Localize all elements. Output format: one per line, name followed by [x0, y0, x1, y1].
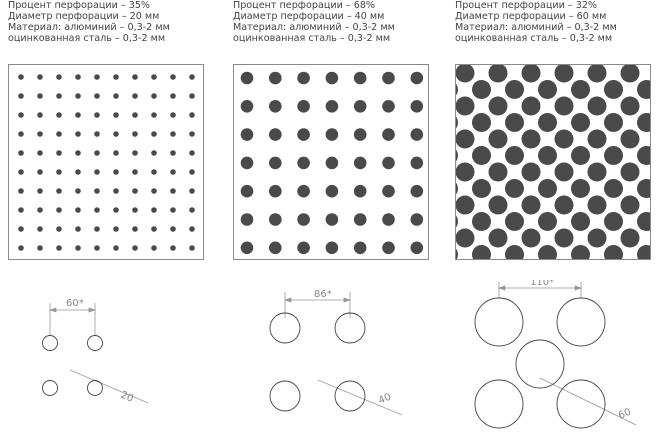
hole-pattern-3: [456, 65, 651, 260]
perforation-hole: [555, 229, 574, 248]
perforation-hole: [489, 229, 508, 248]
diameter-label-1: 20: [118, 389, 135, 405]
spec-material-steel: оцинкованная сталь – 0,3-2 мм: [233, 33, 391, 44]
perforation-hole: [621, 97, 640, 116]
perforation-hole: [456, 130, 475, 149]
perforation-hole: [411, 242, 424, 255]
spec-perforation-diameter: Диаметр перфорации – 20 мм: [8, 11, 160, 22]
perforation-hole: [522, 97, 541, 116]
spec-block-1: [8, 0, 170, 44]
perforation-hole: [18, 112, 24, 118]
perforation-hole: [555, 65, 574, 83]
perforation-hole: [56, 226, 62, 232]
perforation-hole: [505, 80, 524, 99]
perforation-hole: [56, 74, 62, 80]
perforation-hole: [151, 112, 157, 118]
hole-pattern-1: [9, 65, 204, 260]
perforation-hole: [132, 74, 138, 80]
perforation-hole: [382, 242, 395, 255]
perforation-hole: [75, 188, 81, 194]
perforation-hole: [241, 157, 254, 170]
perforation-hole: [472, 245, 491, 260]
perforation-hole: [132, 93, 138, 99]
perforated-panel-2: [233, 64, 429, 260]
perforation-hole: [538, 179, 557, 198]
perforation-hole: [555, 97, 574, 116]
perforation-hole: [56, 93, 62, 99]
perforation-hole: [18, 93, 24, 99]
perforation-hole: [637, 80, 651, 99]
perforation-hole: [637, 113, 651, 132]
spec-material-steel: оцинкованная сталь – 0,3-2 мм: [8, 33, 166, 44]
perforation-hole: [37, 131, 43, 137]
perforation-hole: [189, 207, 195, 213]
perforation-hole: [18, 169, 24, 175]
perforation-hole: [37, 112, 43, 118]
perforation-hole: [132, 207, 138, 213]
dimension-diagram-3: [468, 280, 658, 443]
perforation-hole: [113, 74, 119, 80]
perforation-hole: [113, 169, 119, 175]
perforation-hole: [113, 188, 119, 194]
perforation-hole: [75, 93, 81, 99]
perforation-hole: [18, 188, 24, 194]
perforation-hole: [170, 74, 176, 80]
perforation-hole: [75, 150, 81, 156]
perforation-hole: [241, 242, 254, 255]
perforation-hole: [113, 207, 119, 213]
perforated-panel-3: [455, 64, 651, 260]
perforation-hole: [189, 74, 195, 80]
perforation-hole: [94, 112, 100, 118]
perforation-hole: [382, 185, 395, 198]
dimension-drawing-1: [30, 280, 180, 410]
spec-perforation-diameter: Диаметр перфорации – 60 мм: [455, 11, 607, 22]
perforation-hole: [382, 72, 395, 85]
perforation-hole: [151, 226, 157, 232]
perforation-hole: [489, 65, 508, 83]
perforation-hole: [94, 74, 100, 80]
perforation-hole: [151, 188, 157, 194]
perforation-hole: [489, 130, 508, 149]
spec-perforation-percent: Процент перфорации – 32%: [455, 0, 598, 11]
perforation-hole: [132, 188, 138, 194]
perforation-hole: [555, 130, 574, 149]
perforation-hole: [382, 157, 395, 170]
perforation-hole: [56, 188, 62, 194]
perforation-hole: [151, 245, 157, 251]
perforation-hole: [56, 245, 62, 251]
perforation-hole: [56, 112, 62, 118]
perforation-hole: [571, 146, 590, 165]
perforation-hole: [18, 74, 24, 80]
perforation-hole: [75, 226, 81, 232]
perforation-hole: [621, 130, 640, 149]
perforation-hole: [326, 185, 339, 198]
perforation-hole: [269, 157, 282, 170]
perforation-hole: [588, 65, 607, 83]
dimension-drawing-2: [260, 280, 410, 415]
perforation-hole: [555, 196, 574, 215]
perforation-hole: [37, 169, 43, 175]
perforation-hole: [621, 65, 640, 83]
perforation-hole: [241, 185, 254, 198]
perforation-hole: [94, 226, 100, 232]
perforation-hole: [456, 229, 475, 248]
perforation-hole: [456, 163, 475, 182]
perforation-hole: [637, 179, 651, 198]
perforation-hole: [456, 245, 458, 260]
perforation-hole: [472, 146, 491, 165]
perforation-hole: [472, 179, 491, 198]
spec-material-aluminum: Материал: алюминий – 0,3-2 мм: [455, 22, 617, 33]
perforation-hole: [269, 185, 282, 198]
perforation-hole: [75, 131, 81, 137]
perforation-hole: [18, 245, 24, 251]
perforation-hole: [241, 100, 254, 113]
perforation-hole: [151, 93, 157, 99]
perforation-hole: [456, 97, 475, 116]
perforation-hole: [297, 157, 310, 170]
perforation-hole: [326, 157, 339, 170]
perforation-hole: [151, 131, 157, 137]
perforation-hole: [37, 74, 43, 80]
perforation-hole: [505, 179, 524, 198]
perforation-hole: [37, 188, 43, 194]
perforation-hole: [538, 146, 557, 165]
perforation-hole: [297, 100, 310, 113]
perforation-hole: [637, 146, 651, 165]
perforation-hole: [456, 65, 475, 83]
perforation-hole: [75, 74, 81, 80]
perforation-hole: [113, 226, 119, 232]
perforation-hole: [571, 245, 590, 260]
perforation-hole: [588, 163, 607, 182]
pitch-label-1: 60*: [66, 298, 84, 309]
diameter-label-2: 40: [376, 391, 393, 407]
perforation-hole: [18, 150, 24, 156]
perforation-hole: [555, 163, 574, 182]
perforation-hole: [151, 169, 157, 175]
perforation-hole: [637, 212, 651, 231]
perforation-hole: [37, 93, 43, 99]
perforation-hole: [189, 169, 195, 175]
perforation-hole: [241, 128, 254, 141]
perforation-hole: [354, 242, 367, 255]
perforation-hole: [411, 213, 424, 226]
perforation-hole: [411, 72, 424, 85]
perforation-hole: [269, 128, 282, 141]
dimension-diagram-1: [30, 280, 180, 414]
perforation-hole: [132, 131, 138, 137]
perforation-hole: [94, 131, 100, 137]
perforation-hole: [489, 97, 508, 116]
spec-block-2: [233, 0, 395, 44]
perforation-hole: [297, 72, 310, 85]
perforation-hole: [326, 213, 339, 226]
perforation-hole: [56, 169, 62, 175]
perforation-hole: [94, 245, 100, 251]
perforation-hole: [241, 213, 254, 226]
perforation-hole: [456, 80, 458, 99]
perforation-hole: [489, 196, 508, 215]
perforation-hole: [354, 185, 367, 198]
perforated-panel-1: [8, 64, 204, 260]
perforation-hole: [411, 157, 424, 170]
perforation-hole: [56, 131, 62, 137]
spec-material-steel: оцинкованная сталь – 0,3-2 мм: [455, 33, 613, 44]
perforation-hole: [37, 226, 43, 232]
perforation-hole: [75, 245, 81, 251]
perforation-hole: [297, 242, 310, 255]
perforation-hole: [37, 245, 43, 251]
perforation-hole: [522, 65, 541, 83]
perforation-hole: [269, 100, 282, 113]
perforation-hole: [588, 130, 607, 149]
spec-material-aluminum: Материал: алюминий – 0,3-2 мм: [233, 22, 395, 33]
perforation-hole: [326, 128, 339, 141]
perforation-hole: [94, 150, 100, 156]
perforation-hole: [170, 207, 176, 213]
spec-material-aluminum: Материал: алюминий – 0,3-2 мм: [8, 22, 170, 33]
perforation-hole: [354, 100, 367, 113]
perforation-hole: [354, 213, 367, 226]
perforation-hole: [37, 207, 43, 213]
perforation-hole: [604, 212, 623, 231]
perforation-hole: [538, 80, 557, 99]
perforation-hole: [151, 207, 157, 213]
diameter-label-3: 60: [616, 406, 633, 422]
perforation-hole: [505, 245, 524, 260]
perforation-hole: [132, 112, 138, 118]
perforation-hole: [382, 100, 395, 113]
spec-perforation-percent: Процент перфорации – 35%: [8, 0, 151, 11]
perforation-hole: [538, 245, 557, 260]
perforation-hole: [132, 150, 138, 156]
perforation-hole: [456, 212, 458, 231]
perforation-hole: [170, 188, 176, 194]
dimension-diagram-2: [260, 280, 410, 419]
perforation-hole: [297, 185, 310, 198]
perforation-hole: [522, 229, 541, 248]
perforation-hole: [113, 93, 119, 99]
hole-pattern-2: [234, 65, 429, 260]
perforation-hole: [189, 131, 195, 137]
perforation-hole: [354, 72, 367, 85]
perforation-hole: [113, 245, 119, 251]
perforation-hole: [151, 150, 157, 156]
perforation-hole: [189, 150, 195, 156]
perforation-hole: [132, 169, 138, 175]
perforation-hole: [588, 196, 607, 215]
perforation-hole: [456, 113, 458, 132]
perforation-hole: [241, 72, 254, 85]
perforation-hole: [472, 113, 491, 132]
perforation-hole: [18, 131, 24, 137]
perforation-hole: [113, 112, 119, 118]
perforation-hole: [56, 150, 62, 156]
perforation-hole: [75, 207, 81, 213]
perforation-hole: [411, 185, 424, 198]
perforation-hole: [269, 213, 282, 226]
perforation-hole: [354, 157, 367, 170]
spec-perforation-percent: Процент перфорации – 68%: [233, 0, 376, 11]
perforation-hole: [269, 72, 282, 85]
spec-perforation-diameter: Диаметр перфорации – 40 мм: [233, 11, 385, 22]
perforation-hole: [94, 93, 100, 99]
perforation-hole: [588, 97, 607, 116]
perforation-hole: [522, 196, 541, 215]
perforation-hole: [621, 229, 640, 248]
perforation-hole: [604, 245, 623, 260]
perforation-hole: [189, 226, 195, 232]
perforation-hole: [297, 128, 310, 141]
perforation-hole: [621, 196, 640, 215]
perforation-hole: [18, 226, 24, 232]
perforation-hole: [505, 146, 524, 165]
perforation-hole: [170, 131, 176, 137]
perforation-hole: [189, 93, 195, 99]
perforation-hole: [571, 212, 590, 231]
perforation-hole: [151, 74, 157, 80]
perforation-hole: [505, 113, 524, 132]
perforation-hole: [18, 207, 24, 213]
perforation-hole: [411, 128, 424, 141]
perforation-hole: [538, 212, 557, 231]
perforation-hole: [189, 188, 195, 194]
perforation-hole: [604, 146, 623, 165]
perforation-hole: [170, 245, 176, 251]
perforation-hole: [571, 80, 590, 99]
perforation-hole: [75, 112, 81, 118]
perforation-hole: [75, 169, 81, 175]
perforation-hole: [382, 128, 395, 141]
perforation-hole: [37, 150, 43, 156]
perforation-hole: [132, 245, 138, 251]
perforation-hole: [56, 207, 62, 213]
spec-block-3: [455, 0, 617, 44]
perforation-hole: [326, 242, 339, 255]
perforation-hole: [604, 179, 623, 198]
perforation-hole: [269, 242, 282, 255]
dimension-drawing-3: [468, 280, 658, 439]
perforation-hole: [297, 213, 310, 226]
perforation-hole: [354, 128, 367, 141]
perforation-hole: [456, 196, 475, 215]
perforation-hole: [170, 112, 176, 118]
perforation-hole: [571, 113, 590, 132]
perforation-hole: [621, 163, 640, 182]
perforation-hole: [113, 131, 119, 137]
perforation-hole: [113, 150, 119, 156]
perforation-hole: [170, 150, 176, 156]
perforation-hole: [132, 226, 138, 232]
perforation-hole: [326, 72, 339, 85]
perforation-hole: [472, 80, 491, 99]
perforation-hole: [411, 100, 424, 113]
perforation-hole: [505, 212, 524, 231]
perforation-hole: [522, 130, 541, 149]
pitch-label-3: 110*: [530, 280, 555, 288]
perforation-hole: [94, 169, 100, 175]
perforation-hole: [189, 245, 195, 251]
perforation-hole: [170, 93, 176, 99]
perforation-hole: [472, 212, 491, 231]
perforation-hole: [456, 146, 458, 165]
perforation-hole: [326, 100, 339, 113]
pitch-label-2: 86*: [314, 289, 332, 300]
perforation-hole: [189, 112, 195, 118]
perforation-hole: [170, 169, 176, 175]
perforation-hole: [604, 113, 623, 132]
perforation-hole: [456, 179, 458, 198]
perforation-hole: [522, 163, 541, 182]
perforation-hole: [94, 188, 100, 194]
perforation-hole: [170, 226, 176, 232]
perforation-hole: [588, 229, 607, 248]
perforation-hole: [538, 113, 557, 132]
perforation-hole: [489, 163, 508, 182]
perforation-hole: [382, 213, 395, 226]
perforation-hole: [571, 179, 590, 198]
perforation-hole: [604, 80, 623, 99]
perforation-hole: [637, 245, 651, 260]
perforation-hole: [94, 207, 100, 213]
